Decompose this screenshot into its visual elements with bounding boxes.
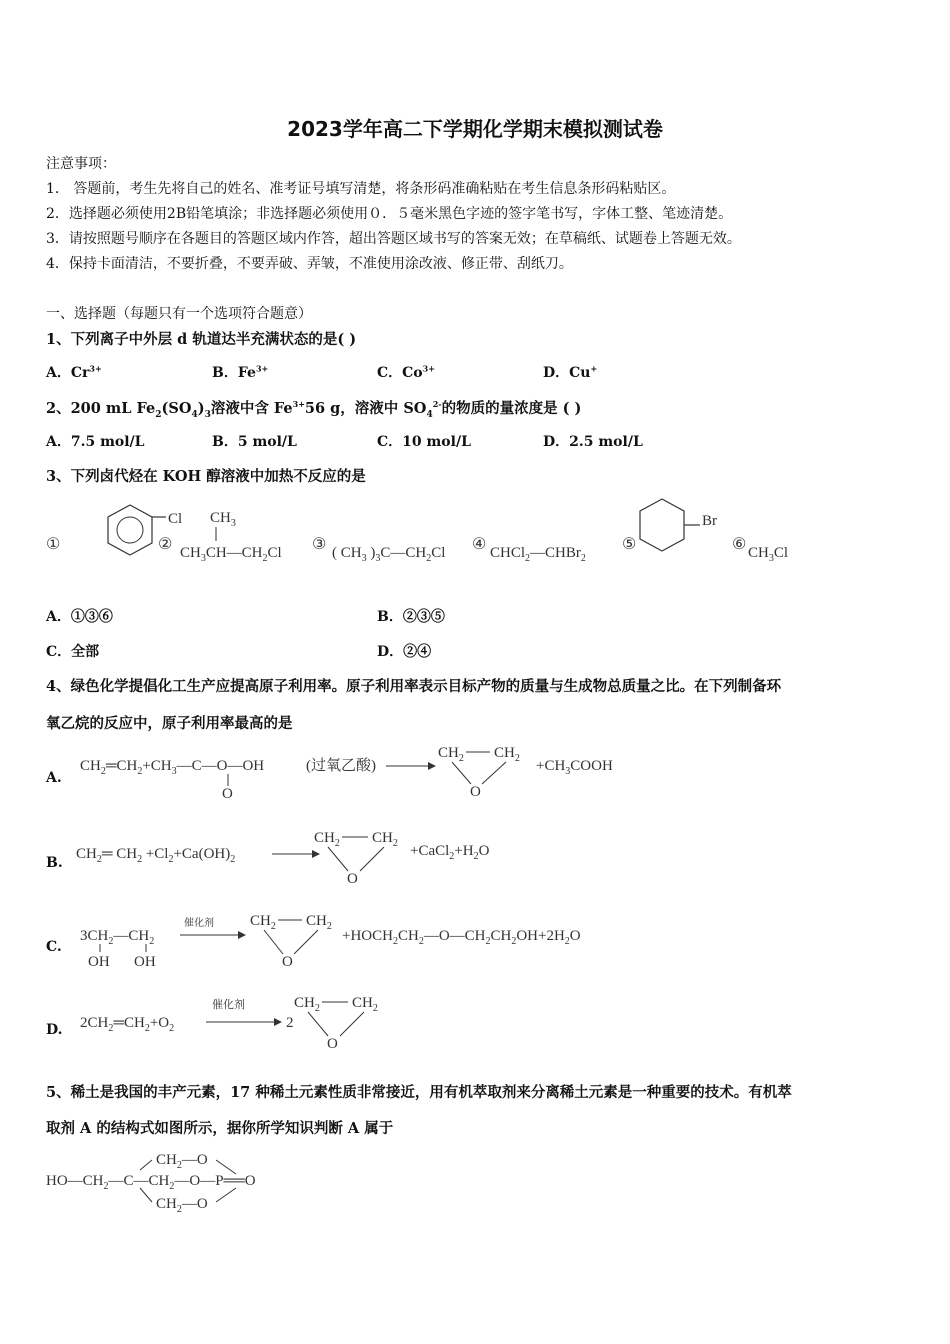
catalyst-label: 催化剂	[184, 918, 214, 929]
q2-option-d: D．2.5 mol/L	[543, 434, 643, 450]
svg-text:2CH2═CH2+O2: $2CH_2═CH_2+O_2$	[80, 1015, 175, 1034]
catalyst-label: 催化剂	[212, 999, 245, 1011]
question-4-stem-line2: 氧乙烷的反应中，原子利用率最高的是	[46, 715, 293, 732]
svg-text:3CH2—CH2: $3CH_2—CH_2$	[80, 928, 155, 947]
svg-text:HO—CH2—C—CH2—O—P══O: $HO—CH_2—C—CH_2—O—P══O$	[46, 1173, 256, 1192]
question-2-stem: 2、200 mL $Fe_2(SO_4)_3$溶液中含 $Fe^{3+}56$ g，溶液中 $SO_4^{2-}$的物质的量浓度是 ( )	[46, 399, 582, 420]
q5-structure	[44, 1144, 304, 1220]
q4-option-b-equation	[74, 825, 534, 887]
structure-label: ①	[46, 536, 61, 553]
svg-text:2: 2	[286, 1015, 294, 1031]
structure-label: ③	[312, 536, 327, 553]
svg-text:O: O	[327, 1036, 338, 1052]
svg-text:CH2: $CH_2$	[438, 745, 464, 764]
svg-text:CH2═ CH2 +Cl2+Ca(OH)2: $CH_2═$ $CH_2 +Cl_2+Ca(OH)_2$	[76, 846, 236, 865]
q1-option-c: C．$Co^{3+}$	[377, 363, 435, 381]
svg-text:CH2—O: $CH_2—O$	[156, 1152, 208, 1171]
q4-option-c-equation	[78, 908, 638, 974]
svg-text:+HOCH2CH2—O—CH2CH2OH+2H2O: $+HOCH_2CH_2—O—CH_2CH_2OH+2H_2O$	[342, 928, 581, 947]
q3-option-a: A．①③⑥	[46, 609, 113, 625]
notice-heading: 注意事项：	[46, 156, 116, 172]
svg-text:OH: OH	[134, 954, 156, 970]
svg-text:CH2: $CH_2$	[250, 913, 276, 932]
page-title: 2023学年高二下学期化学期末模拟测试卷	[287, 117, 663, 141]
q3-option-d: D．②④	[377, 644, 432, 660]
structure-label: ⑥	[732, 536, 747, 553]
svg-text:CH2═CH2+CH3—C—O—OH: $CH_2═CH_2+CH_3—C—O—OH$	[80, 758, 265, 777]
svg-text:CH2: $CH_2$	[306, 913, 332, 932]
q3-option-c: C．全部	[46, 644, 100, 660]
structure-label: ④	[472, 536, 487, 553]
svg-text:Br: Br	[702, 513, 717, 529]
q1-option-a: A．$Cr^{3+}$	[46, 363, 102, 381]
q4-option-d-equation	[78, 990, 408, 1052]
q3-option-b: B．②③⑤	[377, 609, 445, 625]
svg-text:O: O	[282, 954, 293, 970]
svg-text:( CH3 )3C—CH2Cl: ( $CH_3$ )$_3C—CH_2Cl$	[332, 545, 446, 564]
svg-text:O: O	[347, 871, 358, 887]
notice-item: 4．保持卡面清洁，不要折叠，不要弄破、弄皱，不准使用涂改液、修正带、刮纸刀。	[46, 256, 573, 272]
svg-text:CH2—O: $CH_2—O$	[156, 1196, 208, 1215]
svg-text:CH2: $CH_2$	[372, 830, 398, 849]
notice-item: 1． 答题前，考生先将自己的姓名、准考证号填写清楚，将条形码准确粘贴在考生信息条形码粘贴区。	[46, 181, 676, 197]
svg-text:CH3CH—CH2Cl: $CH_3CH—CH_2Cl$	[180, 545, 282, 564]
svg-text:CHCl2—CHBr2: CHCl$_2$—CHBr$_2$	[490, 545, 586, 564]
svg-text:CH2: $CH_2$	[494, 745, 520, 764]
svg-text:CH3: $CH_3$	[210, 510, 236, 529]
q2-option-a: A．7.5 mol/L	[46, 434, 145, 450]
q4-option-b-label: B.	[46, 855, 63, 871]
q4-option-a-label: A.	[46, 770, 62, 786]
q4-option-a-equation	[78, 740, 638, 802]
peracid-label: (过氧乙酸)	[306, 758, 376, 774]
section-heading: 一、选择题（每题只有一个选项符合题意）	[46, 306, 312, 322]
question-3-stem: 3、下列卤代烃在 KOH 醇溶液中加热不反应的是	[46, 468, 366, 485]
question-5-stem-line2: 取剂 A 的结构式如图所示，据你所学知识判断 A 属于	[46, 1120, 394, 1137]
svg-text:O: O	[470, 784, 481, 800]
svg-text:CH2: $CH_2$	[352, 995, 378, 1014]
q2-option-b: B．5 mol/L	[212, 434, 297, 450]
svg-text:O: O	[222, 786, 233, 802]
structure-label: ②	[158, 536, 173, 553]
q2-option-c: C．10 mol/L	[377, 434, 471, 450]
svg-text:Cl: Cl	[168, 511, 183, 527]
question-4-stem-line1: 4、绿色化学提倡化工生产应提高原子利用率。原子利用率表示目标产物的质量与生成物总质量之比。在下列制备环	[46, 678, 782, 695]
q4-option-d-label: D.	[46, 1022, 63, 1038]
question-5-stem-line1: 5、稀土是我国的丰产元素，17 种稀土元素性质非常接近，用有机萃取剂来分离稀土元素是一种重要的技术。有机萃	[46, 1084, 792, 1101]
svg-text:OH: OH	[88, 954, 110, 970]
q1-option-d: D．Cu+	[543, 363, 598, 381]
q4-option-c-label: C.	[46, 939, 62, 955]
notice-item: 3．请按照题号顺序在各题目的答题区域内作答，超出答题区域书写的答案无效；在草稿纸、试题卷上答题无效。	[46, 231, 741, 247]
notice-item: 2．选择题必须使用2B铅笔填涂；非选择题必须使用０．５毫米黑色字迹的签字笔书写，字体工整、笔迹清楚。	[46, 206, 733, 222]
structure-label: ⑤	[622, 536, 637, 553]
svg-text:CH2: $CH_2$	[294, 995, 320, 1014]
svg-text:CH3Cl: $CH_3Cl$	[748, 545, 789, 564]
svg-text:+CH3COOH: $+CH_3COOH$	[536, 758, 613, 777]
q1-option-b: B．$Fe^{3+}$	[212, 363, 269, 381]
svg-text:+CaCl2+H2O: $+CaCl_2+H_2O$	[410, 843, 490, 862]
svg-text:CH2: $CH_2$	[314, 830, 340, 849]
q3-structures	[40, 495, 820, 575]
question-1-stem: 1、下列离子中外层 d 轨道达半充满状态的是( )	[46, 331, 357, 348]
